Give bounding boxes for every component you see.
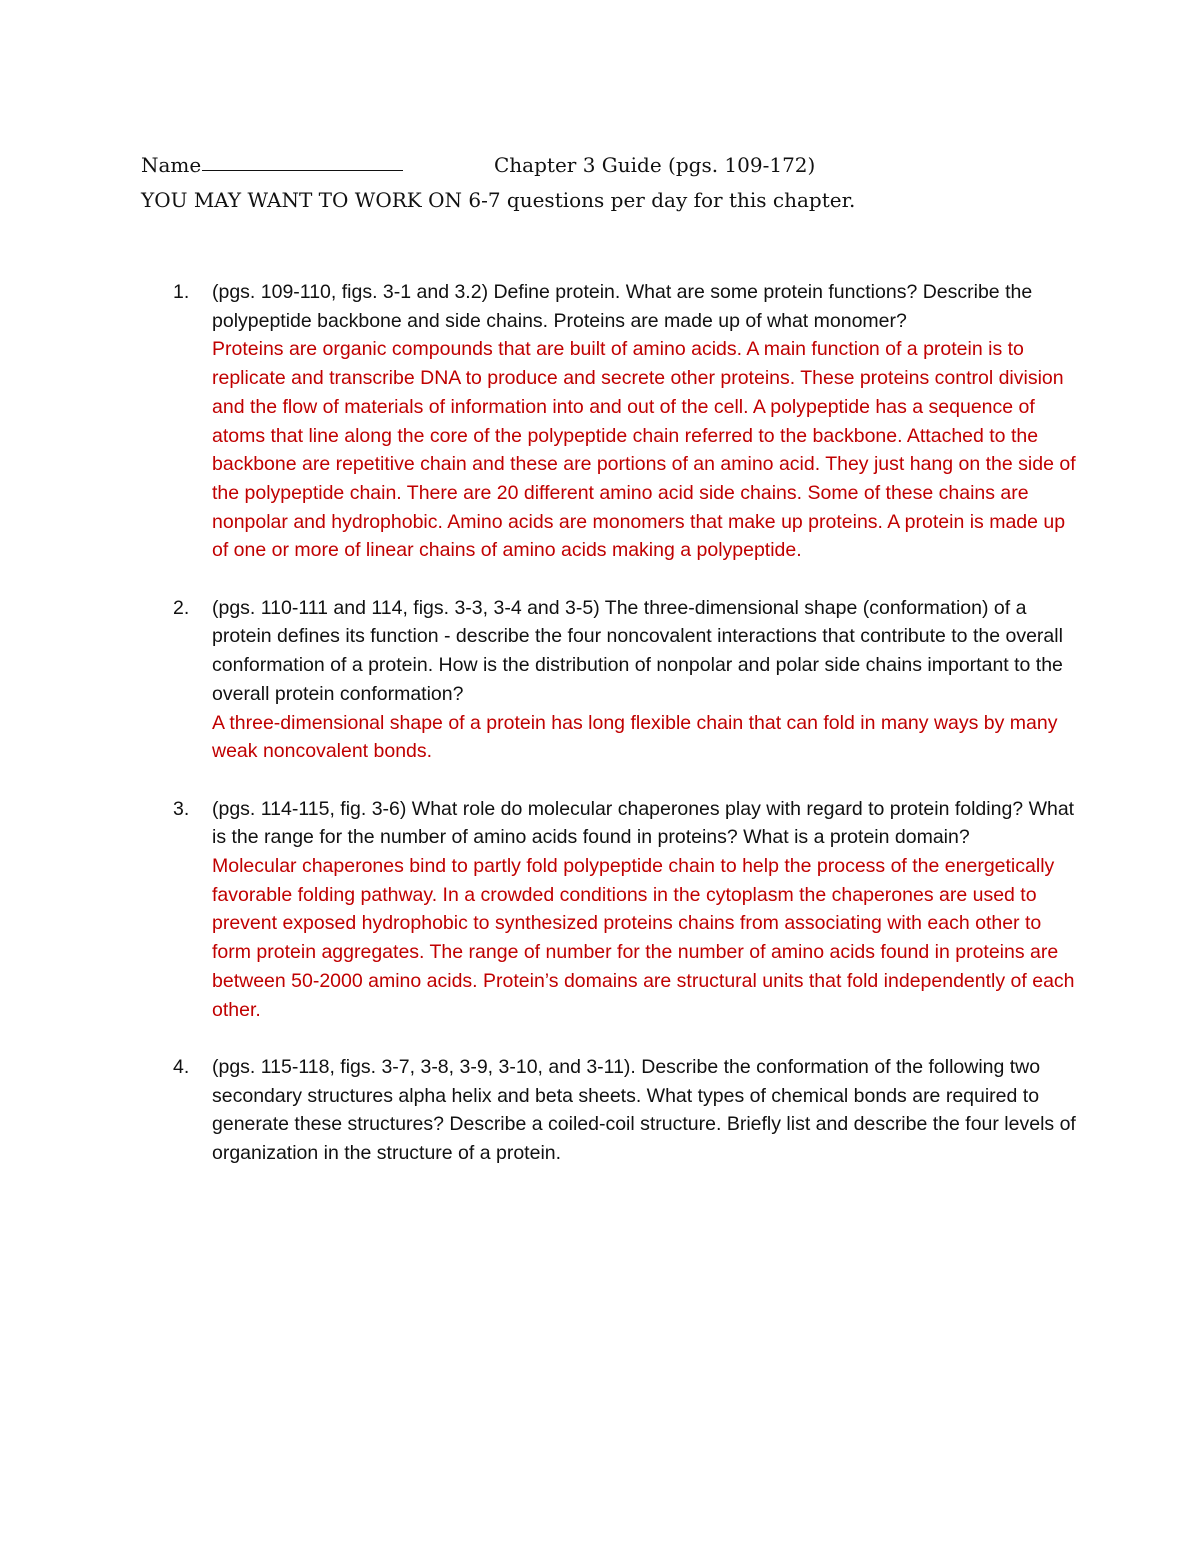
question-number: 3. <box>173 797 190 820</box>
header-line <box>141 150 1101 180</box>
chapter-title: Chapter 3 Guide (pgs. 109-172) <box>494 153 816 177</box>
question-item <box>141 795 1081 1025</box>
name-blank-line <box>202 170 403 171</box>
question-list <box>141 278 1081 1196</box>
question-number: 1. <box>173 281 190 303</box>
question-text: (pgs. 115-118, figs. 3-7, 3-8, 3-9, 3-10, and 3-11). Describe the conformation of the following two secondary structures alpha helix and beta sheets. What types of chemical bonds are required to generate these structures? Describe a coiled-coil structure. Briefly list and describe the four levels of organization in the structure of a protein. <box>212 1055 1076 1165</box>
question-item <box>141 1053 1081 1168</box>
question-text: (pgs. 109-110, figs. 3-1 and 3.2) Define protein. What are some protein functions? Describe the polypeptide backbone and side chains. Proteins are made up of what monomer? <box>212 281 1033 332</box>
question-number: 2. <box>173 596 190 619</box>
name-label: Name <box>141 153 202 177</box>
answer-text: Molecular chaperones bind to partly fold polypeptide chain to help the process of the energetically favorable folding pathway. In a crowded conditions in the cytoplasm the chaperones are used to prevent exposed hydrophobic to synthesized proteins chains from associating with each other to form protein aggregates. The range of number for the number of amino acids found in proteins are between 50-2000 amino acids. Protein’s domains are structural units that fold independently of each other. <box>212 855 1075 1021</box>
document-header <box>141 150 1101 215</box>
question-item <box>141 594 1081 766</box>
answer-text: A three-dimensional shape of a protein has long flexible chain that can fold in many ways by many weak noncovalent bonds. <box>212 711 1058 763</box>
question-item <box>141 278 1081 565</box>
question-text: (pgs. 114-115, fig. 3-6) What role do molecular chaperones play with regard to protein folding? What is the range for the number of amino acids found in proteins? What is a protein domain? <box>212 797 1075 849</box>
answer-text: Proteins are organic compounds that are built of amino acids. A main function of a protein is to replicate and transcribe DNA to produce and secrete other proteins. These proteins control division and the flow of materials of information into and out of the cell. A polypeptide has a sequence of atoms that line along the core of the polypeptide chain referred to the backbone. Attached to the backbone are repetitive chain and these are portions of an amino acid. They just hang on the side of the polypeptide chain. There are 20 different amino acid side chains. Some of these chains are nonpolar and hydrophobic. Amino acids are monomers that make up proteins. A protein is made up of one or more of linear chains of amino acids making a polypeptide. <box>212 338 1076 562</box>
instruction-text: YOU MAY WANT TO WORK ON 6-7 questions per day for this chapter. <box>141 188 856 212</box>
question-text: (pgs. 110-111 and 114, figs. 3-3, 3-4 and 3-5) The three-dimensional shape (conformation) of a protein defines its function - describe the four noncovalent interactions that contribute to the overall conformation of a protein. How is the distribution of nonpolar and polar side chains important to the overall protein conformation? <box>212 596 1063 705</box>
question-number: 4. <box>173 1055 190 1078</box>
